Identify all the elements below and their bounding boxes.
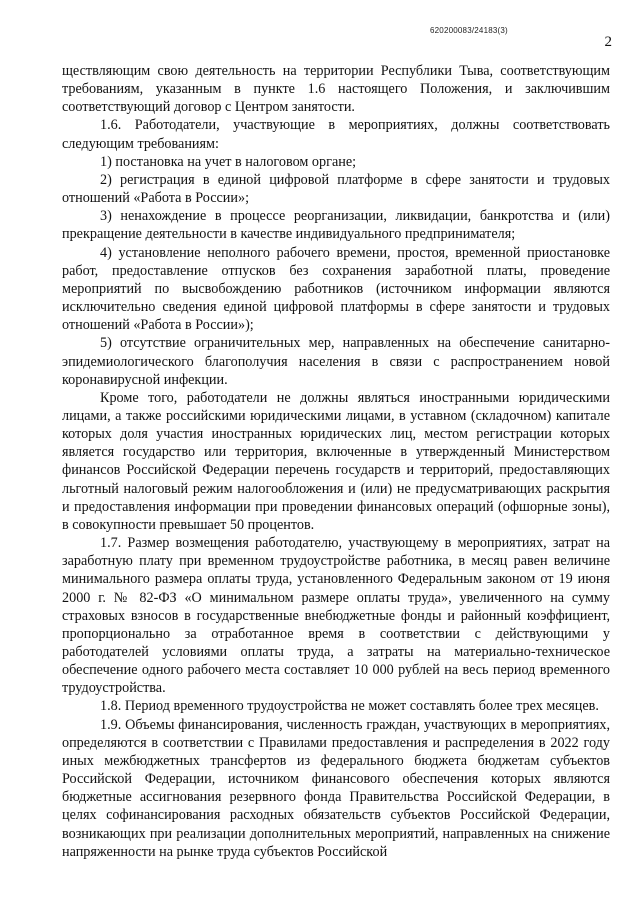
list-item-2: 2) регистрация в единой цифровой платформе в сфере занятости и трудовых отношений «Работа в России»;: [62, 171, 610, 207]
list-item-4: 4) установление неполного рабочего времени, простоя, временной приостановке работ, предоставление отпусков без сохранения заработной платы, проведение мероприятий по высвобождению работников (источником информации являются исключительно сведения единой цифровой платформы в сфере занятости и трудовых отношений «Работа в России»);: [62, 244, 610, 334]
paragraph-foreign-entities: Кроме того, работодатели не должны являться иностранными юридическими лицами, а также российскими юридическими лицами, в уставном (складочном) капитале которых доля участия иностранных юридических лиц, местом регистрации которых является государство или территория, включенные в утвержденный Министерством финансов Российской Федерации перечень государств и территорий, предоставляющих льготный налоговый режим налогообложения и (или) не предусматривающих раскрытия и предоставления информации при проведении финансовых операций (офшорные зоны), в совокупности превышает 50 процентов.: [62, 389, 610, 533]
page-number: 2: [604, 34, 612, 50]
paragraph-1-6: 1.6. Работодатели, участвующие в мероприятиях, должны соответствовать следующим требованиям:: [62, 117, 610, 152]
paragraph-continuation: ществляющим свою деятельность на территории Республики Тыва, соответствующим требованиям, указанным в пункте 1.6 настоящего Положения, и заключившим соответствующий договор с Центром занятости.: [62, 63, 610, 116]
paragraph-1-7: 1.7. Размер возмещения работодателю, участвующему в мероприятиях, затрат на заработную плату при временном трудоустройстве работника, в месяц равен величине минимального размера оплаты труда, установленного Федеральным законом от 19 июня 2000 г. № 82-ФЗ «О минимальном размере оплаты труда», увеличенного на сумму страховых взносов в государственные внебюджетные фонды и районный коэффициент, пропорционально за отработанное время в соответствии с действующими у работодателей условиями оплаты труда, а затраты на материально-техническое обеспечение одного рабочего места составляет 10 000 рублей на весь период временного трудоустройства.: [62, 535, 610, 697]
paragraph-1-9: 1.9. Объемы финансирования, численность граждан, участвующих в мероприятиях, определяются в соответствии с Правилами предоставления и распределения в 2022 году иных межбюджетных трансфертов из федерального бюджета бюджетам субъектов Российской Федерации, источником финансового обеспечения которых являются бюджетные ассигнования резервного фонда Правительства Российской Федерации, в целях софинансирования расходных обязательств субъектов Российской Федерации, возникающих при реализации дополнительных мероприятий, направленных на снижение напряженности на рынке труда субъектов Российской: [62, 716, 610, 860]
document-id: 620200083/24183(3): [430, 26, 508, 35]
list-item-5: 5) отсутствие ограничительных мер, направленных на обеспечение санитарно-эпидемиологического благополучия населения в связи с распространением новой коронавирусной инфекции.: [62, 335, 610, 388]
document-body: [62, 62, 610, 861]
list-item-3: 3) ненахождение в процессе реорганизации, ликвидации, банкротства и (или) прекращение деятельности в качестве индивидуального предпринимателя;: [62, 208, 610, 243]
paragraph-1-8: 1.8. Период временного трудоустройства не может составлять более трех месяцев.: [100, 698, 599, 715]
list-item-1: 1) постановка на учет в налоговом органе;: [100, 153, 357, 170]
